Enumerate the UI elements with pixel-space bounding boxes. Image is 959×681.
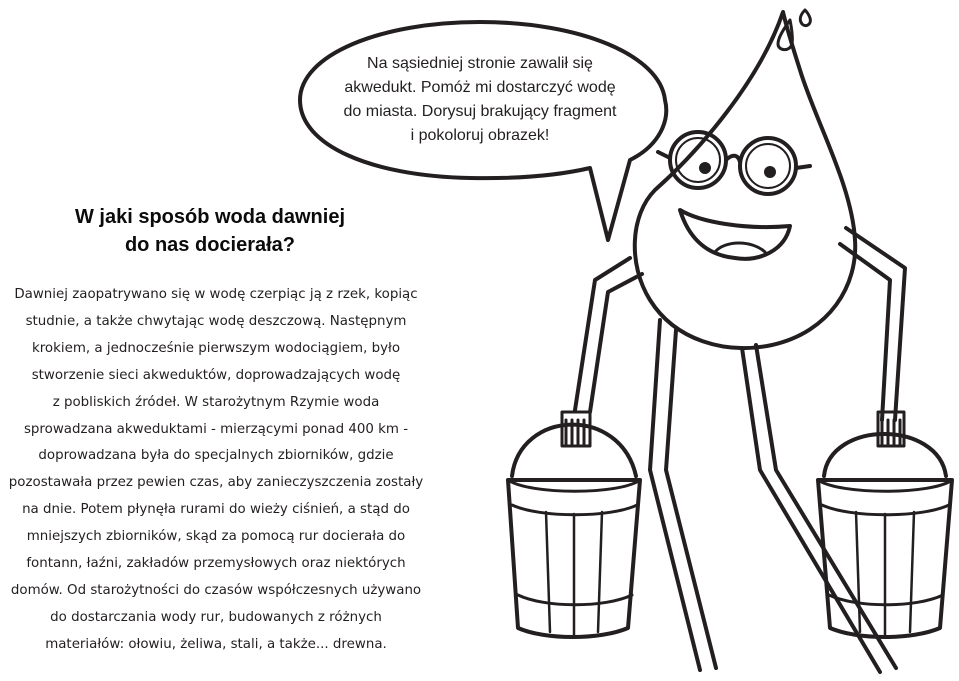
body-line: domów. Od starożytności do czasów współczesnych używano: [10, 582, 422, 598]
body-line: Dawniej zaopatrywano się w wodę czerpiąc ją z rzek, kopiąc: [14, 287, 418, 302]
glasses-right-lens: [740, 138, 796, 194]
body-line: krokiem, a jednocześnie pierwszym wodociągiem, było: [31, 340, 401, 356]
page-heading: [60, 203, 360, 259]
speech-bubble-line: akwedukt. Pomóż mi dostarczyć wodę: [344, 79, 616, 96]
right-arm: [840, 228, 905, 420]
eye: [766, 168, 774, 176]
heading-line: W jaki sposób woda dawniej: [74, 206, 346, 228]
body-line: pozostawała przez pewien czas, aby zanieczyszczenia zostały: [8, 475, 424, 491]
speech-bubble-line: i pokoloruj obrazek!: [410, 127, 550, 144]
glasses-arm: [658, 152, 670, 158]
heading-line: do nas docierała?: [124, 234, 296, 256]
speech-bubble-line: Na sąsiedniej stronie zawalił się: [367, 55, 593, 72]
left-bucket-line: [546, 512, 602, 636]
left-hand: [562, 412, 590, 446]
left-leg: [650, 320, 716, 670]
tongue: [715, 243, 765, 252]
glasses-left-lens: [670, 132, 726, 188]
mouth: [680, 210, 790, 259]
body-line: sprowadzana akweduktami - mierzącymi ponad 400 km -: [23, 421, 409, 437]
glasses-bridge: [726, 156, 740, 162]
body-line: studnie, a także chwytając wodę deszczową. Następnym: [25, 313, 407, 329]
speech-bubble-line: do miasta. Dorysuj brakujący fragment: [343, 103, 617, 120]
glasses-arm: [796, 166, 810, 168]
speech-bubble-text: [300, 52, 660, 148]
body-paragraph: [0, 282, 432, 659]
body-line: stworzenie sieci akweduktów, doprowadzających wodę: [31, 367, 401, 383]
body-line: fontann, łaźni, zakładów przemysłowych oraz niektórych: [26, 556, 406, 572]
body-line: do dostarczania wody rur, budowanych z różnych: [50, 609, 382, 625]
body-line: materiałów: ołowiu, żeliwa, stali, a także... drewna.: [45, 636, 387, 652]
right-bucket-handle: [824, 434, 946, 476]
left-arm: [575, 258, 642, 412]
glasses-right-lens-inner: [746, 144, 790, 188]
body-line: na dnie. Potem płynęła rurami do wieży ciśnień, a stąd do: [22, 502, 410, 518]
eye: [701, 164, 709, 172]
body-line: mniejszych zbiorników, skąd za pomocą rur docierała do: [26, 529, 406, 545]
droplet-icon: [800, 10, 810, 26]
body-line: doprowadzana była do specjalnych zbiorników, gdzie: [38, 448, 394, 464]
body-line: z pobliskich źródeł. W starożytnym Rzymie woda: [52, 394, 380, 410]
left-bucket-handle: [512, 425, 636, 476]
